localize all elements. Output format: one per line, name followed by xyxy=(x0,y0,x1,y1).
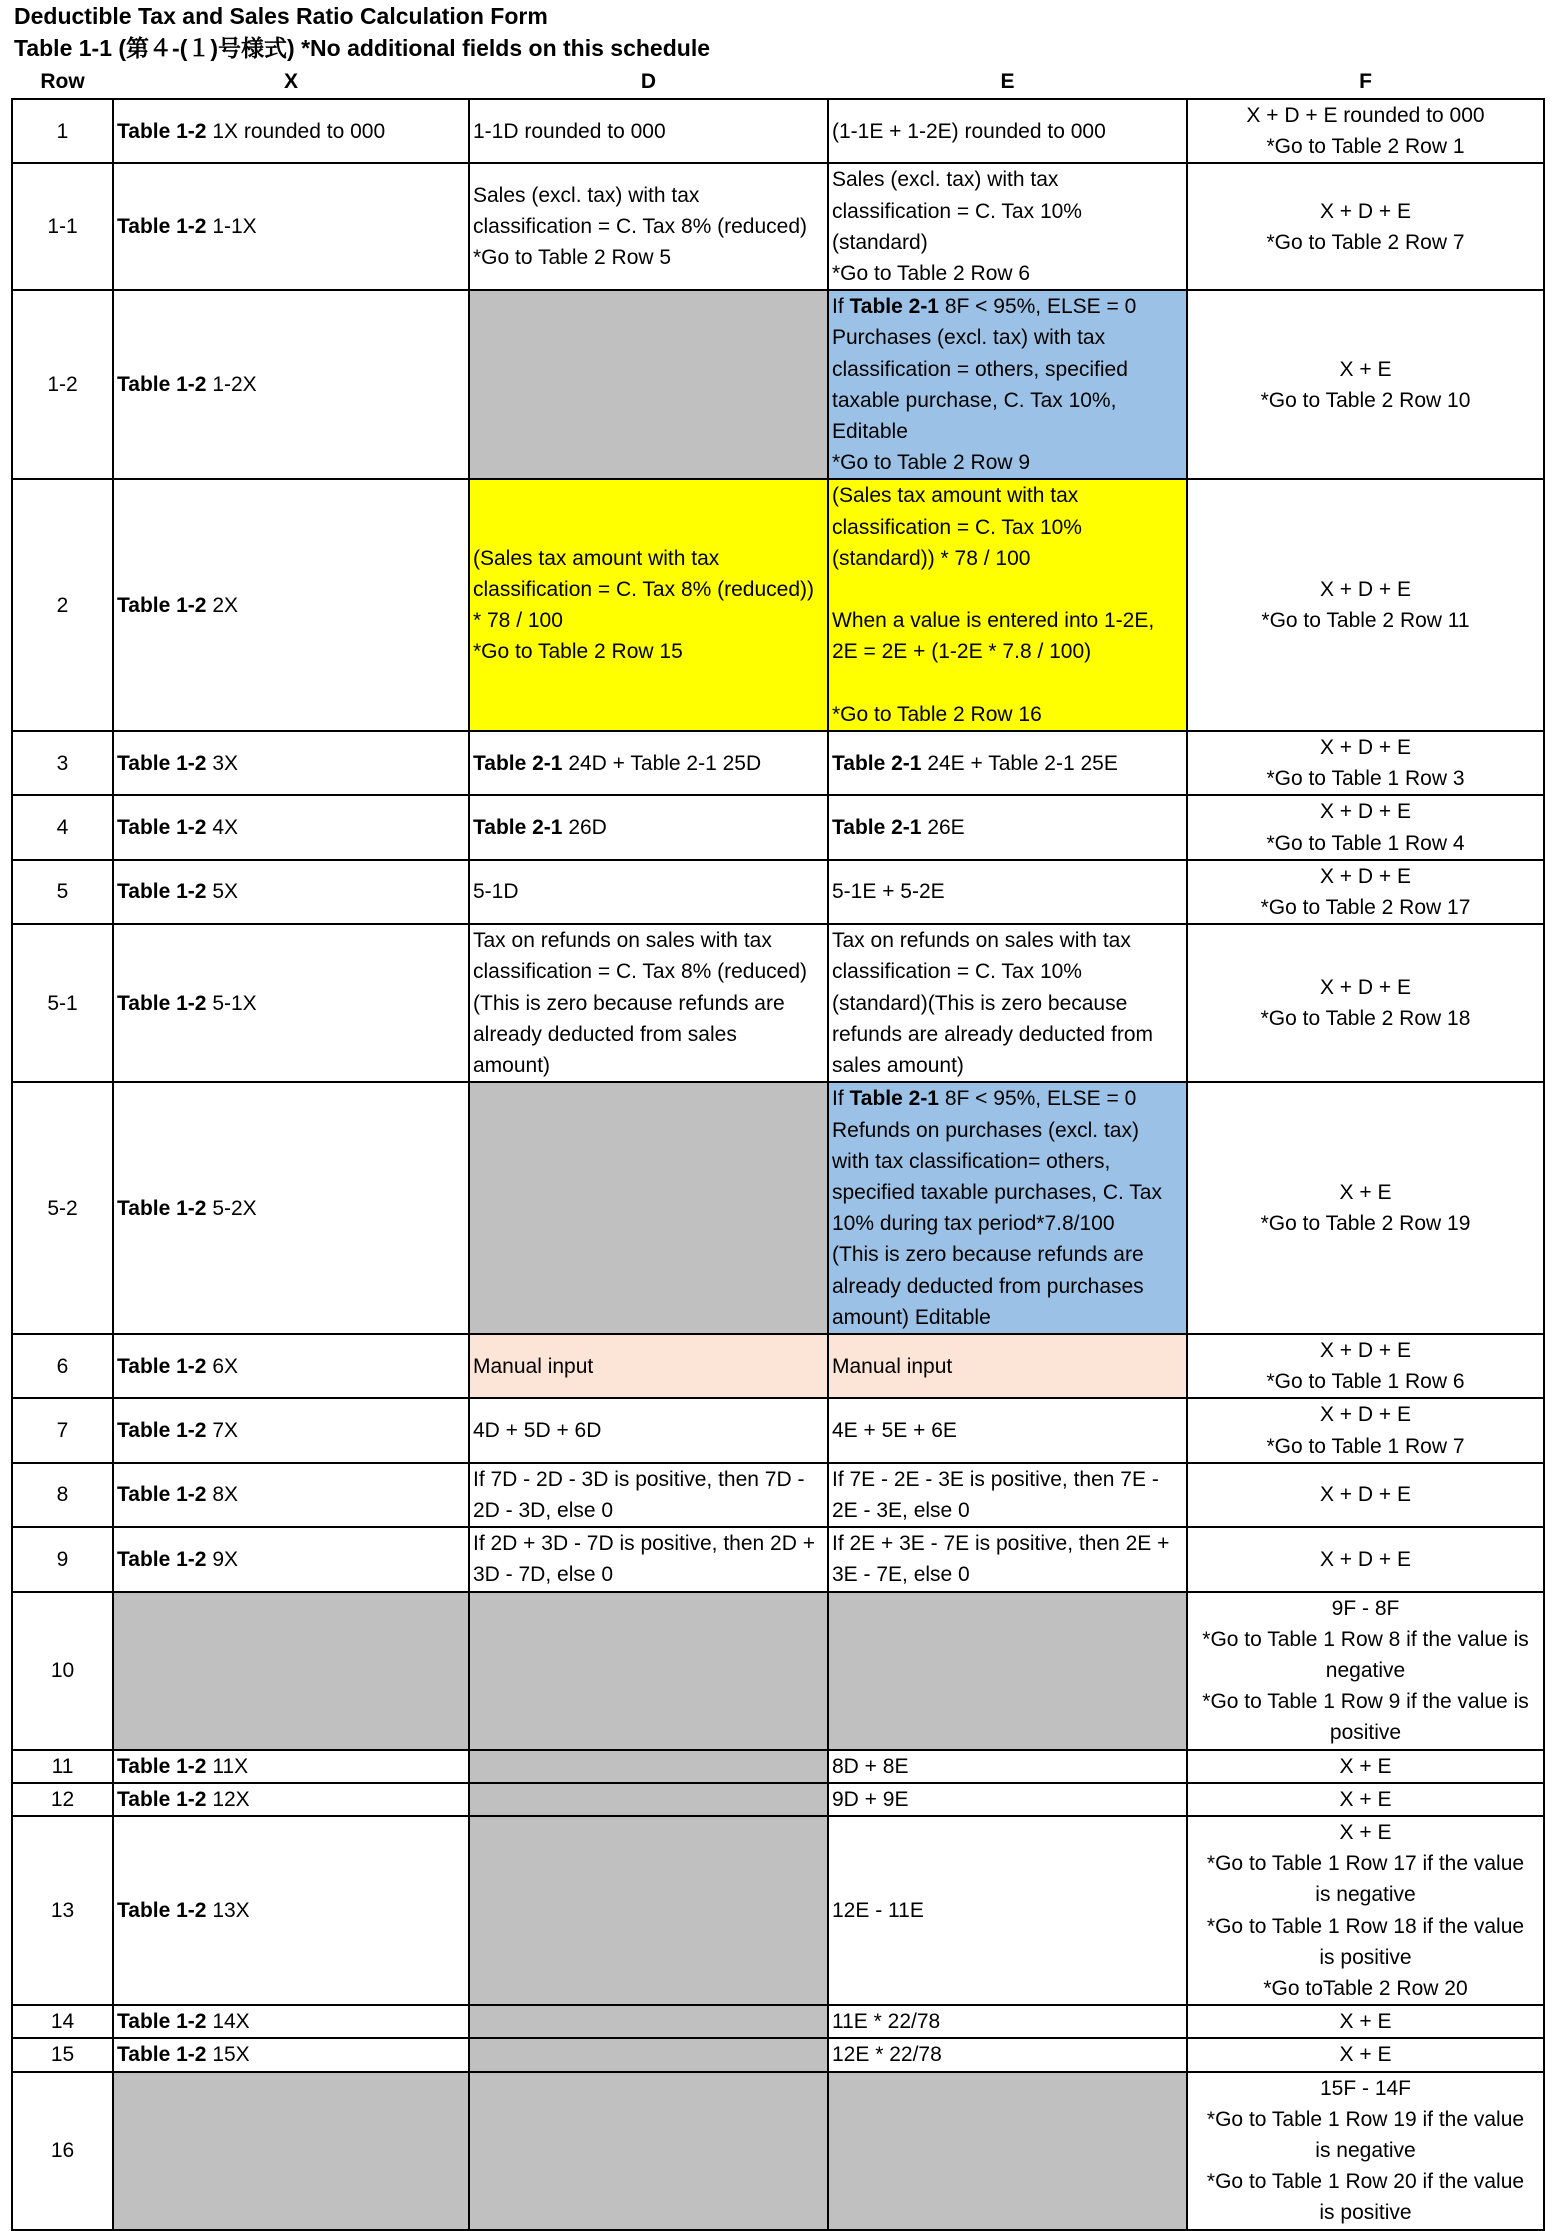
d-cell-empty xyxy=(469,1816,828,2005)
table-row xyxy=(12,2072,1544,2230)
f-line: *Go to Table 1 Row 18 if the value xyxy=(1206,1914,1525,1938)
f-cell xyxy=(1187,1398,1544,1462)
x-text: 5X xyxy=(206,880,239,904)
f-line: *Go toTable 2 Row 20 xyxy=(1263,1976,1468,2000)
x-ref: Table 1-2 xyxy=(117,1787,207,1811)
e-line: (standard)) * 78 / 100 xyxy=(832,546,1031,570)
header-e-col: E xyxy=(1000,70,1015,94)
e-line: already deducted from purchases xyxy=(832,1274,1144,1298)
d-cell-empty xyxy=(469,1592,828,1750)
x-ref: Table 1-2 xyxy=(117,2043,207,2067)
x-text: 11X xyxy=(206,1754,249,1778)
x-text: 8X xyxy=(206,1483,239,1507)
header-x-col: X xyxy=(283,70,298,94)
f-line: X + E xyxy=(1339,2010,1392,2034)
f-cell xyxy=(1187,1334,1544,1398)
f-line: is negative xyxy=(1315,2139,1416,2162)
f-cell xyxy=(1187,1082,1544,1334)
x-ref: Table 1-2 xyxy=(117,1754,207,1778)
row-number: 5-1 xyxy=(12,924,113,1082)
row-number: 10 xyxy=(12,1592,113,1750)
f-line: X + E xyxy=(1339,2043,1392,2067)
e-cell xyxy=(828,1750,1187,1783)
x-ref: Table 1-2 xyxy=(117,816,207,840)
d-line: If 7D - 2D - 3D is positive, then 7D - xyxy=(473,1467,805,1491)
row-number: 13 xyxy=(12,1816,113,2005)
x-ref: Table 1-2 xyxy=(117,593,207,617)
e-text: 8F < 95%, ELSE = 0 xyxy=(939,295,1137,319)
e-text: If xyxy=(832,295,850,319)
row-number: 5 xyxy=(12,860,113,924)
f-cell xyxy=(1187,860,1544,924)
e-cell xyxy=(828,1816,1187,2005)
d-cell-empty xyxy=(469,1750,828,1783)
e-cell xyxy=(828,1082,1187,1334)
e-line: (standard)(This is zero because xyxy=(832,991,1128,1015)
d-cell xyxy=(469,924,828,1082)
f-cell xyxy=(1187,1463,1544,1527)
e-line: 12E - 11E xyxy=(832,1898,924,1922)
d-cell xyxy=(469,795,828,859)
header-row-col: Row xyxy=(40,70,85,94)
d-cell-manual-input[interactable] xyxy=(469,1334,828,1398)
f-line: X + D + E xyxy=(1319,800,1412,824)
e-text: If xyxy=(832,1087,850,1111)
d-ref: Table 2-1 xyxy=(473,751,563,775)
d-text: 24D + Table 2-1 25D xyxy=(562,751,762,775)
header-row xyxy=(12,66,1544,99)
row-number: 2 xyxy=(12,479,113,731)
table-row xyxy=(12,99,1544,163)
x-cell xyxy=(113,1783,469,1816)
f-line: *Go to Table 1 Row 20 if the value xyxy=(1206,2170,1525,2194)
d-line: *Go to Table 2 Row 15 xyxy=(473,640,683,664)
f-line: *Go to Table 1 Row 7 xyxy=(1266,1434,1465,1458)
x-text: 5-2X xyxy=(206,1196,257,1220)
e-line: taxable purchase, C. Tax 10%, xyxy=(832,388,1117,412)
d-line: 4D + 5D + 6D xyxy=(473,1418,602,1442)
f-line: is positive xyxy=(1319,1945,1412,1969)
d-cell xyxy=(469,1398,828,1462)
d-line: Tax on refunds on sales with tax xyxy=(473,929,772,953)
table-row xyxy=(12,1463,1544,1527)
row-number: 1-1 xyxy=(12,163,113,290)
x-ref: Table 1-2 xyxy=(117,1547,207,1571)
x-cell xyxy=(113,1334,469,1398)
x-ref: Table 1-2 xyxy=(117,1898,207,1922)
d-line: classification = C. Tax 8% (reduced) xyxy=(473,215,808,239)
f-line: *Go to Table 1 Row 19 if the value xyxy=(1206,2107,1525,2131)
d-cell-empty xyxy=(469,2005,828,2038)
f-cell xyxy=(1187,1527,1544,1591)
e-line: 10% during tax period*7.8/100 xyxy=(832,1212,1115,1236)
x-cell-empty xyxy=(113,2072,469,2230)
f-line: *Go to Table 1 Row 9 if the value is xyxy=(1202,1690,1529,1714)
d-cell-empty xyxy=(469,2072,828,2230)
d-cell xyxy=(469,99,828,163)
f-cell xyxy=(1187,1816,1544,2005)
x-cell xyxy=(113,1463,469,1527)
e-line: specified taxable purchases, C. Tax xyxy=(832,1180,1162,1204)
e-line: (standard) xyxy=(832,230,928,254)
d-line: 1-1D rounded to 000 xyxy=(473,119,666,143)
row-number: 11 xyxy=(12,1750,113,1783)
f-line: X + D + E xyxy=(1319,1403,1412,1427)
f-line: X + E xyxy=(1339,357,1392,381)
e-line: Refunds on purchases (excl. tax) xyxy=(832,1118,1139,1142)
e-cell-empty xyxy=(828,2072,1187,2230)
e-line: classification = C. Tax 10% xyxy=(832,515,1082,539)
x-text: 7X xyxy=(206,1418,239,1442)
e-line: classification = others, specified xyxy=(832,357,1128,381)
f-line: *Go to Table 2 Row 1 xyxy=(1266,135,1465,159)
d-line: 5-1D xyxy=(473,880,519,904)
table-row xyxy=(12,1816,1544,2005)
d-line: already deducted from sales xyxy=(473,1022,737,1046)
f-cell xyxy=(1187,795,1544,859)
e-cell xyxy=(828,860,1187,924)
e-line: When a value is entered into 1-2E, xyxy=(832,609,1155,633)
x-text: 14X xyxy=(206,2010,250,2034)
d-line: Manual input xyxy=(473,1354,594,1378)
table-row xyxy=(12,1592,1544,1750)
x-cell xyxy=(113,860,469,924)
d-cell-empty xyxy=(469,290,828,479)
f-line: X + D + E xyxy=(1319,1338,1412,1362)
e-cell xyxy=(828,731,1187,795)
row-number: 9 xyxy=(12,1527,113,1591)
e-line: If 2E + 3E - 7E is positive, then 2E + xyxy=(832,1532,1170,1556)
row-number: 1 xyxy=(12,99,113,163)
f-line: X + D + E xyxy=(1319,1483,1412,1507)
e-cell xyxy=(828,1463,1187,1527)
table-row xyxy=(12,1398,1544,1462)
f-cell xyxy=(1187,731,1544,795)
e-line: 3E - 7E, else 0 xyxy=(832,1563,970,1587)
e-line: *Go to Table 2 Row 6 xyxy=(832,262,1031,286)
e-line: 4E + 5E + 6E xyxy=(832,1418,957,1442)
x-cell xyxy=(113,163,469,290)
e-line: classification = C. Tax 10% xyxy=(832,199,1082,223)
x-text: 6X xyxy=(206,1354,239,1378)
f-cell xyxy=(1187,2072,1544,2230)
e-line: amount) Editable xyxy=(832,1305,991,1329)
e-cell xyxy=(828,99,1187,163)
e-line: Sales (excl. tax) with tax xyxy=(832,168,1059,192)
f-line: X + D + E xyxy=(1319,199,1412,223)
f-line: *Go to Table 2 Row 7 xyxy=(1266,230,1465,254)
e-cell xyxy=(828,795,1187,859)
table-row xyxy=(12,1334,1544,1398)
e-line: classification = C. Tax 10% xyxy=(832,960,1082,984)
x-text: 1X rounded to 000 xyxy=(206,119,386,143)
d-line: 3D - 7D, else 0 xyxy=(473,1563,614,1587)
f-line: X + E xyxy=(1339,1180,1392,1204)
e-line: 12E * 22/78 xyxy=(832,2043,942,2067)
f-line: is negative xyxy=(1315,1883,1416,1907)
f-cell xyxy=(1187,1783,1544,1816)
f-line: *Go to Table 1 Row 17 if the value xyxy=(1206,1852,1525,1876)
x-cell xyxy=(113,2005,469,2038)
d-cell-empty xyxy=(469,1783,828,1816)
f-line: *Go to Table 2 Row 19 xyxy=(1260,1212,1471,1236)
d-line: 2D - 3D, else 0 xyxy=(473,1498,614,1522)
x-ref: Table 1-2 xyxy=(117,880,207,904)
x-text: 15X xyxy=(206,2043,250,2067)
x-cell xyxy=(113,479,469,731)
f-line: X + E xyxy=(1339,1754,1392,1778)
e-cell xyxy=(828,163,1187,290)
e-line: (Sales tax amount with tax xyxy=(832,484,1079,508)
x-cell xyxy=(113,924,469,1082)
e-ref: Table 2-1 xyxy=(832,751,922,775)
table-row xyxy=(12,2038,1544,2071)
row-number: 7 xyxy=(12,1398,113,1462)
f-line: X + D + E xyxy=(1319,578,1412,602)
f-cell xyxy=(1187,163,1544,290)
row-number: 14 xyxy=(12,2005,113,2038)
e-ref: Table 2-1 xyxy=(849,1087,939,1111)
d-cell-empty xyxy=(469,2038,828,2071)
d-ref: Table 2-1 xyxy=(473,816,563,840)
x-text: 12X xyxy=(206,1787,250,1811)
x-cell xyxy=(113,290,469,479)
e-line xyxy=(832,291,1183,322)
e-text: 24E + Table 2-1 25E xyxy=(921,751,1118,775)
f-line: X + E xyxy=(1339,1787,1392,1811)
table-row xyxy=(12,1783,1544,1816)
d-text: 26D xyxy=(562,816,607,840)
e-cell xyxy=(828,2005,1187,2038)
row-number: 8 xyxy=(12,1463,113,1527)
f-line: *Go to Table 2 Row 10 xyxy=(1260,388,1471,412)
d-cell xyxy=(469,731,828,795)
x-ref: Table 1-2 xyxy=(117,2010,207,2034)
f-line: *Go to Table 1 Row 3 xyxy=(1266,767,1465,791)
x-ref: Table 1-2 xyxy=(117,1418,207,1442)
f-line: *Go to Table 2 Row 11 xyxy=(1261,609,1470,633)
e-cell xyxy=(828,2038,1187,2071)
e-line xyxy=(832,1083,1183,1114)
row-number: 1-2 xyxy=(12,290,113,479)
x-cell xyxy=(113,99,469,163)
f-line: 9F - 8F xyxy=(1331,1596,1400,1620)
x-cell xyxy=(113,731,469,795)
f-cell xyxy=(1187,2038,1544,2071)
e-cell xyxy=(828,1527,1187,1591)
d-cell xyxy=(469,479,828,731)
e-cell-manual-input[interactable] xyxy=(828,1334,1187,1398)
e-line: 11E * 22/78 xyxy=(832,2010,941,2034)
f-line: *Go to Table 2 Row 17 xyxy=(1260,896,1471,920)
header-f-col: F xyxy=(1359,70,1372,94)
f-line: X + E xyxy=(1339,1820,1392,1844)
e-text: 8F < 95%, ELSE = 0 xyxy=(939,1087,1137,1111)
e-line: Manual input xyxy=(832,1354,953,1378)
e-line: *Go to Table 2 Row 16 xyxy=(832,702,1042,726)
f-cell xyxy=(1187,290,1544,479)
f-line: 15F - 14F xyxy=(1319,2076,1412,2100)
d-line: If 2D + 3D - 7D is positive, then 2D + xyxy=(473,1532,815,1556)
x-cell xyxy=(113,795,469,859)
form-title: Deductible Tax and Sales Ratio Calculation Form xyxy=(14,3,548,29)
e-ref: Table 2-1 xyxy=(849,295,939,319)
e-line: Purchases (excl. tax) with tax xyxy=(832,326,1106,350)
x-cell xyxy=(113,1750,469,1783)
x-ref: Table 1-2 xyxy=(117,215,207,239)
table-row xyxy=(12,1527,1544,1591)
x-text: 1-2X xyxy=(206,373,257,397)
f-line: *Go to Table 1 Row 6 xyxy=(1266,1370,1465,1394)
calculation-table xyxy=(11,66,1545,2231)
e-line: with tax classification= others, xyxy=(832,1149,1111,1173)
x-text: 13X xyxy=(206,1898,250,1922)
row-number: 16 xyxy=(12,2072,113,2230)
d-line: Sales (excl. tax) with tax xyxy=(473,184,700,207)
e-line xyxy=(832,574,1183,605)
table-row xyxy=(12,1750,1544,1783)
e-line: 8D + 8E xyxy=(832,1754,909,1778)
e-text: 26E xyxy=(921,816,965,840)
d-line: (This is zero because refunds are xyxy=(473,991,785,1015)
e-cell xyxy=(828,1398,1187,1462)
row-number: 5-2 xyxy=(12,1082,113,1334)
row-number: 3 xyxy=(12,731,113,795)
x-cell xyxy=(113,1816,469,2005)
x-cell xyxy=(113,1527,469,1591)
e-line: 5-1E + 5-2E xyxy=(832,880,945,904)
x-text: 2X xyxy=(206,593,239,617)
table-row xyxy=(12,2005,1544,2038)
e-cell xyxy=(828,1783,1187,1816)
f-cell xyxy=(1187,924,1544,1082)
f-line: *Go to Table 2 Row 18 xyxy=(1260,1007,1471,1031)
f-cell xyxy=(1187,99,1544,163)
e-line: *Go to Table 2 Row 9 xyxy=(832,451,1031,475)
x-ref: Table 1-2 xyxy=(117,1483,207,1507)
x-ref: Table 1-2 xyxy=(117,1196,207,1220)
d-line: * 78 / 100 xyxy=(473,609,563,633)
table-row xyxy=(12,860,1544,924)
d-line: *Go to Table 2 Row 5 xyxy=(473,246,672,270)
x-cell xyxy=(113,1398,469,1462)
d-line: classification = C. Tax 8% (reduced)) xyxy=(473,578,815,602)
e-cell xyxy=(828,290,1187,479)
form-subtitle: Table 1-1 (第４-(１)号様式) *No additional fields on this schedule xyxy=(14,35,711,61)
x-ref: Table 1-2 xyxy=(117,119,207,143)
e-line: sales amount) xyxy=(832,1054,964,1078)
x-text: 9X xyxy=(206,1547,239,1571)
row-number: 12 xyxy=(12,1783,113,1816)
d-line: (Sales tax amount with tax xyxy=(473,546,720,570)
x-text: 4X xyxy=(206,816,239,840)
e-line: Tax on refunds on sales with tax xyxy=(832,929,1131,953)
f-line: *Go to Table 1 Row 8 if the value is xyxy=(1202,1627,1529,1651)
table-row xyxy=(12,731,1544,795)
f-line: positive xyxy=(1329,1721,1402,1745)
e-line: 2E - 3E, else 0 xyxy=(832,1498,970,1522)
e-ref: Table 2-1 xyxy=(832,816,922,840)
header-d-col: D xyxy=(640,70,657,94)
f-line: X + D + E xyxy=(1319,864,1412,888)
e-line: (1-1E + 1-2E) rounded to 000 xyxy=(832,119,1106,143)
row-number: 15 xyxy=(12,2038,113,2071)
e-line xyxy=(832,668,1183,699)
f-line: negative xyxy=(1325,1658,1406,1682)
d-cell xyxy=(469,860,828,924)
f-line: X + D + E rounded to 000 xyxy=(1246,104,1485,127)
f-line: X + D + E xyxy=(1319,736,1412,760)
d-cell-empty xyxy=(469,1082,828,1334)
f-cell xyxy=(1187,479,1544,731)
e-line: refunds are already deducted from xyxy=(832,1022,1154,1046)
x-ref: Table 1-2 xyxy=(117,751,207,775)
e-line: (This is zero because refunds are xyxy=(832,1243,1144,1267)
e-line: 9D + 9E xyxy=(832,1787,909,1811)
table-row xyxy=(12,163,1544,290)
x-text: 3X xyxy=(206,751,239,775)
f-cell xyxy=(1187,2005,1544,2038)
x-ref: Table 1-2 xyxy=(117,373,207,397)
table-row xyxy=(12,290,1544,479)
x-cell xyxy=(113,1082,469,1334)
e-cell-empty xyxy=(828,1592,1187,1750)
e-cell xyxy=(828,479,1187,731)
e-line: 2E = 2E + (1-2E * 7.8 / 100) xyxy=(832,640,1092,664)
e-line: If 7E - 2E - 3E is positive, then 7E - xyxy=(832,1467,1159,1491)
f-line: X + D + E xyxy=(1319,976,1412,1000)
table-row xyxy=(12,924,1544,1082)
d-line: classification = C. Tax 8% (reduced) xyxy=(473,960,808,984)
x-cell xyxy=(113,2038,469,2071)
table-row xyxy=(12,1082,1544,1334)
f-cell xyxy=(1187,1592,1544,1750)
row-number: 4 xyxy=(12,795,113,859)
table-row xyxy=(12,479,1544,731)
d-cell xyxy=(469,1463,828,1527)
f-cell xyxy=(1187,1750,1544,1783)
d-cell xyxy=(469,1527,828,1591)
f-line: is positive xyxy=(1319,2201,1412,2225)
d-line: amount) xyxy=(473,1054,551,1078)
e-cell xyxy=(828,924,1187,1082)
e-line: Editable xyxy=(832,420,908,444)
x-text: 1-1X xyxy=(206,215,257,239)
table-row xyxy=(12,795,1544,859)
x-cell-empty xyxy=(113,1592,469,1750)
x-ref: Table 1-2 xyxy=(117,991,207,1015)
f-line: X + D + E xyxy=(1319,1547,1412,1571)
x-text: 5-1X xyxy=(206,991,257,1015)
f-line: *Go to Table 1 Row 4 xyxy=(1266,831,1465,855)
row-number: 6 xyxy=(12,1334,113,1398)
x-ref: Table 1-2 xyxy=(117,1354,207,1378)
d-cell xyxy=(469,163,828,290)
